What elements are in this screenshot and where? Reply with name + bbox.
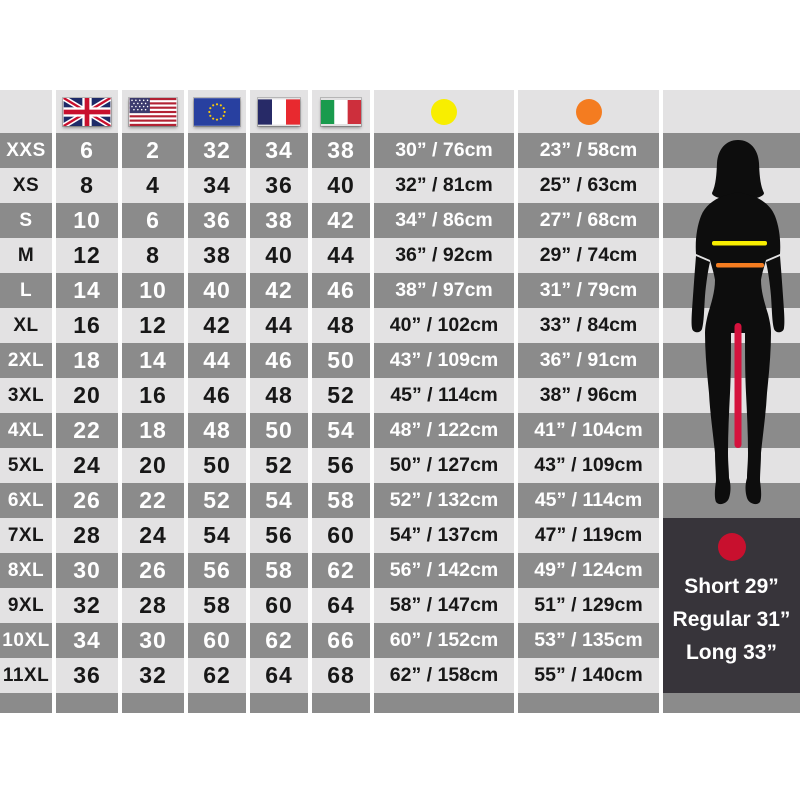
eu-size-cell: 32 [188,133,246,168]
eu-size-cell: 42 [188,308,246,343]
chest-measurement-cell: 36” / 92cm [374,238,514,273]
uk-size-cell: 34 [56,623,118,658]
inseam-dot-icon [718,533,746,561]
uk-size-cell: 20 [56,378,118,413]
fr-size-cell: 44 [250,308,308,343]
us-flag-icon [129,98,177,126]
uk-size-cell: 24 [56,448,118,483]
footer-stripe-cell [122,693,184,713]
header-waist-cell [518,90,659,133]
header-us-cell [122,90,184,133]
us-size-cell: 32 [122,658,184,693]
size-label-cell: S [0,203,52,238]
waist-measurement-cell: 23” / 58cm [518,133,659,168]
fr-size-cell: 34 [250,133,308,168]
size-label-cell: XXS [0,133,52,168]
eu-size-cell: 48 [188,413,246,448]
italy-flag-icon [321,98,361,126]
us-size-cell: 14 [122,343,184,378]
footer-stripe-cell [250,693,308,713]
france-flag-icon [258,98,300,126]
waist-measurement-cell: 45” / 114cm [518,483,659,518]
us-size-cell: 16 [122,378,184,413]
chest-line [712,241,767,246]
footer-stripe-cell [374,693,514,713]
fr-size-cell: 46 [250,343,308,378]
chest-measurement-cell: 62” / 158cm [374,658,514,693]
size-label-cell: 11XL [0,658,52,693]
eu-size-cell: 44 [188,343,246,378]
chest-measurement-cell: 60” / 152cm [374,623,514,658]
uk-size-cell: 12 [56,238,118,273]
waist-measurement-cell: 47” / 119cm [518,518,659,553]
fr-size-cell: 52 [250,448,308,483]
footer-stripe-cell [0,693,52,713]
it-size-cell: 62 [312,553,370,588]
it-size-cell: 48 [312,308,370,343]
chest-measurement-cell: 48” / 122cm [374,413,514,448]
size-label-cell: 10XL [0,623,52,658]
waist-measurement-cell: 51” / 129cm [518,588,659,623]
it-size-cell: 56 [312,448,370,483]
uk-size-cell: 8 [56,168,118,203]
fr-size-cell: 64 [250,658,308,693]
fr-size-cell: 62 [250,623,308,658]
inseam-info-box [663,518,800,693]
us-size-cell: 8 [122,238,184,273]
waist-measurement-cell: 38” / 96cm [518,378,659,413]
header-eu-cell [188,90,246,133]
eu-size-cell: 58 [188,588,246,623]
fr-size-cell: 56 [250,518,308,553]
eu-size-cell: 56 [188,553,246,588]
eu-size-cell: 34 [188,168,246,203]
waist-measurement-cell: 53” / 135cm [518,623,659,658]
it-size-cell: 42 [312,203,370,238]
uk-flag-icon [63,98,111,126]
fr-size-cell: 42 [250,273,308,308]
eu-size-cell: 54 [188,518,246,553]
uk-size-cell: 36 [56,658,118,693]
size-label-cell: 6XL [0,483,52,518]
waist-measurement-cell: 36” / 91cm [518,343,659,378]
waist-measurement-cell: 41” / 104cm [518,413,659,448]
it-size-cell: 38 [312,133,370,168]
chest-measurement-cell: 58” / 147cm [374,588,514,623]
chest-measurement-cell: 43” / 109cm [374,343,514,378]
uk-size-cell: 22 [56,413,118,448]
it-size-cell: 68 [312,658,370,693]
chest-measurement-cell: 34” / 86cm [374,203,514,238]
eu-size-cell: 36 [188,203,246,238]
uk-size-cell: 18 [56,343,118,378]
figure-panel [663,90,800,713]
us-size-cell: 30 [122,623,184,658]
waist-line [716,263,764,268]
uk-size-cell: 32 [56,588,118,623]
eu-size-cell: 52 [188,483,246,518]
chest-measurement-cell: 52” / 132cm [374,483,514,518]
chest-measurement-cell: 38” / 97cm [374,273,514,308]
uk-size-cell: 14 [56,273,118,308]
size-label-cell: XL [0,308,52,343]
uk-size-cell: 30 [56,553,118,588]
chest-measurement-cell: 30” / 76cm [374,133,514,168]
size-label-cell: 7XL [0,518,52,553]
size-table [0,90,659,713]
size-label-cell: 8XL [0,553,52,588]
eu-size-cell: 46 [188,378,246,413]
size-label-cell: 2XL [0,343,52,378]
chest-measurement-cell: 32” / 81cm [374,168,514,203]
inseam-short-label: Short 29” [684,575,779,598]
us-size-cell: 10 [122,273,184,308]
chest-dot-icon [431,99,457,125]
eu-size-cell: 62 [188,658,246,693]
size-label-cell: 5XL [0,448,52,483]
fr-size-cell: 38 [250,203,308,238]
us-size-cell: 6 [122,203,184,238]
us-size-cell: 20 [122,448,184,483]
uk-size-cell: 10 [56,203,118,238]
uk-size-cell: 26 [56,483,118,518]
us-size-cell: 28 [122,588,184,623]
us-size-cell: 4 [122,168,184,203]
uk-size-cell: 28 [56,518,118,553]
footer-stripe-cell [56,693,118,713]
fr-size-cell: 50 [250,413,308,448]
eu-size-cell: 38 [188,238,246,273]
size-label-cell: 3XL [0,378,52,413]
header-chest-cell [374,90,514,133]
chest-measurement-cell: 50” / 127cm [374,448,514,483]
size-label-cell: XS [0,168,52,203]
us-size-cell: 26 [122,553,184,588]
it-size-cell: 44 [312,238,370,273]
size-label-cell: M [0,238,52,273]
eu-size-cell: 40 [188,273,246,308]
footer-stripe-cell [312,693,370,713]
inseam-regular-label: Regular 31” [672,608,791,631]
waist-measurement-cell: 25” / 63cm [518,168,659,203]
header-fr-cell [250,90,308,133]
us-size-cell: 24 [122,518,184,553]
header-it-cell [312,90,370,133]
waist-measurement-cell: 43” / 109cm [518,448,659,483]
waist-measurement-cell: 31” / 79cm [518,273,659,308]
chest-measurement-cell: 56” / 142cm [374,553,514,588]
size-label-cell: 4XL [0,413,52,448]
it-size-cell: 46 [312,273,370,308]
it-size-cell: 60 [312,518,370,553]
header-size-cell [0,90,52,133]
footer-stripe-cell [188,693,246,713]
us-size-cell: 2 [122,133,184,168]
inseam-long-label: Long 33” [685,641,777,664]
waist-measurement-cell: 29” / 74cm [518,238,659,273]
waist-measurement-cell: 49” / 124cm [518,553,659,588]
us-size-cell: 12 [122,308,184,343]
it-size-cell: 52 [312,378,370,413]
uk-size-cell: 6 [56,133,118,168]
size-label-cell: 9XL [0,588,52,623]
it-size-cell: 58 [312,483,370,518]
fr-size-cell: 36 [250,168,308,203]
fr-size-cell: 54 [250,483,308,518]
waist-measurement-cell: 27” / 68cm [518,203,659,238]
inseam-line [735,323,742,448]
us-size-cell: 22 [122,483,184,518]
fr-size-cell: 40 [250,238,308,273]
chest-measurement-cell: 40” / 102cm [374,308,514,343]
uk-size-cell: 16 [56,308,118,343]
us-size-cell: 18 [122,413,184,448]
it-size-cell: 50 [312,343,370,378]
header-uk-cell [56,90,118,133]
it-size-cell: 54 [312,413,370,448]
it-size-cell: 40 [312,168,370,203]
eu-flag-icon [194,98,240,126]
eu-size-cell: 60 [188,623,246,658]
size-label-cell: L [0,273,52,308]
fr-size-cell: 48 [250,378,308,413]
chest-measurement-cell: 54” / 137cm [374,518,514,553]
chest-measurement-cell: 45” / 114cm [374,378,514,413]
fr-size-cell: 60 [250,588,308,623]
fr-size-cell: 58 [250,553,308,588]
waist-measurement-cell: 55” / 140cm [518,658,659,693]
waist-dot-icon [576,99,602,125]
footer-stripe-cell [518,693,659,713]
it-size-cell: 64 [312,588,370,623]
waist-measurement-cell: 33” / 84cm [518,308,659,343]
it-size-cell: 66 [312,623,370,658]
eu-size-cell: 50 [188,448,246,483]
